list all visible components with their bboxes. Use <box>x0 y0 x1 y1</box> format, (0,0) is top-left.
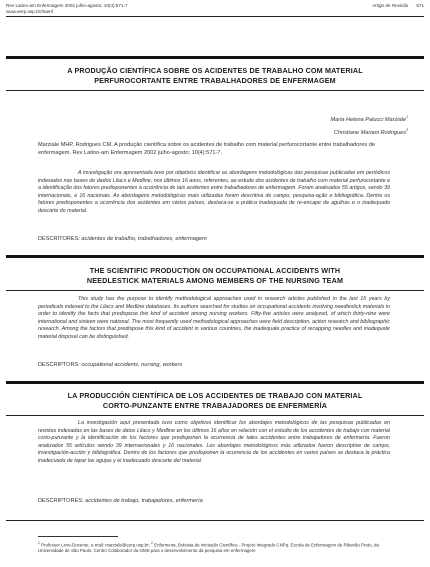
author-1-name: Maria Helena Palucci Marziale <box>330 116 406 123</box>
header-right <box>372 3 424 9</box>
es-descriptors-label: DESCRIPTORES: <box>38 498 84 504</box>
author-1-mark: 1 <box>406 115 408 119</box>
journal-citation-header: Rev Latino-am Enfermagem 2002 julho-agosto; 10(4):571-7 <box>6 3 128 8</box>
es-abstract: La investigación aquí presentada tuvo como objetivos identificar los abordajes metodológicos de las pesquisas publicadas en revistas indexadas en las bases de datos Lilacs y Medline en los últimos 16 años en relación con el estudio de los accidentes de trabajo con material corto-punzante y la identificación de los factores que predisponen la ocurrencia de tales accidentes entre trabajadores de enfermería. Fueron analizados 55 artículos siendo 39 internacionales y 16 nacionales. Los abordajes metodológicos más utilizados fueron descriptive de campo, investigación-acción y bibliográfica. Dentro de los factores que predisponen la ocurrencia de los accidentes en varios países se destaca la práctica inadecuada de tapar las agujas y el inadecuado descarte del material. <box>38 420 390 464</box>
citation: Marziale MHP, Rodrigues CM. A produção científica sobre os acidentes de trabalho com material perfurocortante entre trabalhadores de enfermagem. Rev Latino-am Enfermagem 2002 julho-agosto; 10(4):571-7. <box>38 142 375 156</box>
pt-title-top-rule <box>6 56 424 59</box>
pt-descriptors-label: DESCRITORES: <box>38 236 80 242</box>
section-label: Artigo de Revisão <box>372 3 409 8</box>
footnote <box>38 541 402 554</box>
running-header <box>6 3 424 14</box>
author-2 <box>330 125 408 138</box>
es-descriptors <box>38 498 203 505</box>
en-descriptors <box>38 362 182 369</box>
footnote-mark-2: 2 <box>151 541 153 545</box>
author-1 <box>330 112 408 125</box>
en-title-line-2: NEEDLESTICK MATERIALS AMONG MEMBERS OF THE NURSING TEAM <box>86 276 344 285</box>
author-2-mark: 2 <box>406 127 408 132</box>
en-title <box>20 266 410 286</box>
en-abstract: This study has the purpose to identify methodological approaches used in research articles published in the last 16 years by periodicals indexed to the Lilacs and Medline databases. Its authors searched for studies on occupational accidents involving needlestick materials in order to identify the facts that predispose this kind of accident among nursing workers. Fifty-five articles were analyzed, of which thirty-nine were international and sixteen were national. The most frequently used methodological approaches were field description, action research and bibliographic research. Among the factors that predispose this kind of accident in various countries, the inadequate practice of recapping needles and inadequate material disposal can be distinguished. <box>38 296 390 340</box>
es-title-top-rule <box>6 381 424 384</box>
section-end-rule <box>6 520 424 521</box>
pt-descriptors-value: acidentes de trabalho, trabalhadores, enfermagem <box>81 236 207 242</box>
author-2-name: Christiane Mariani Rodrigues <box>333 129 406 136</box>
es-title-line-1: LA PRODUCCIÓN CIENTÍFICA DE LOS ACCIDENTES DE TRABAJO CON MATERIAL <box>67 391 363 400</box>
es-title-line-2: CORTO-PUNZANTE ENTRE TRABAJADORES DE ENFERMERÍA <box>102 401 328 410</box>
en-title-bottom-rule <box>6 290 424 291</box>
en-title-top-rule <box>6 255 424 258</box>
en-title-line-1: THE SCIENTIFIC PRODUCTION ON OCCUPATIONAL ACCIDENTS WITH <box>89 266 341 275</box>
pt-title-line-1: A PRODUÇÃO CIENTÍFICA SOBRE OS ACIDENTES DE TRABALHO COM MATERIAL <box>67 66 363 75</box>
pt-title-line-2: PERFUROCORTANTE ENTRE TRABALHADORES DE ENFERMAGEM <box>94 76 336 85</box>
es-title-bottom-rule <box>6 415 424 416</box>
page-number: 571 <box>416 3 424 8</box>
en-descriptors-label: DESCRIPTORS: <box>38 362 80 368</box>
pt-title <box>20 66 410 86</box>
pt-title-bottom-rule <box>6 90 424 91</box>
footnote-text-1: Professor Livre-Docente, e-mail: marziale@eerp.usp.br; <box>41 542 150 548</box>
author-list <box>330 112 408 138</box>
pt-abstract: A investigação ora apresentada teve por objetivos identificar as abordagens metodológicas das pesquisas publicadas em periódicos indexados nas bases de dados Lilacs e Medline, nos últimos 16 anos, referentes, ao estudo dos acidentes de trabalho com material perfurocortante e a identificação dos fatores predisponentes à ocorrência de tais acidentes entre trabalhadores de enfermagem. Foram analisados 55 artigos, sendo 39 internacionais, e 16 nacionais. As abordagens metodológicas mais utilizadas foram descritiva de campo, pesquisa-ação e bibliográfica. Dentre os fatores predisponentes a ocorrência dos acidentes em vários países, destaca-se a prática inadequada de re-encape de agulhas e o inadequado descarte do material. <box>38 170 390 214</box>
journal-url[interactable]: www.eerp.usp.br/rlaenf <box>6 8 53 14</box>
header-rule <box>6 16 424 17</box>
pt-descriptors <box>38 236 207 243</box>
es-descriptors-value: accidentes de trabajo, trabajadores, enfermería <box>85 498 203 504</box>
footnote-mark-1: 1 <box>38 541 40 545</box>
footnote-text-2: Enfermeira, Bolsista de Iniciação Científica - Projeto Integrado CNPq. Escola de Enfermagem de Ribeirão Preto, da Universidade de São Paulo, Centro Colaborador da OMS para o desenvolvimento da pesquisa em enfermagem <box>38 542 379 554</box>
es-title <box>20 391 410 411</box>
footnote-rule <box>38 536 118 537</box>
en-descriptors-value: occupational accidents, nursing, workers <box>81 362 183 368</box>
